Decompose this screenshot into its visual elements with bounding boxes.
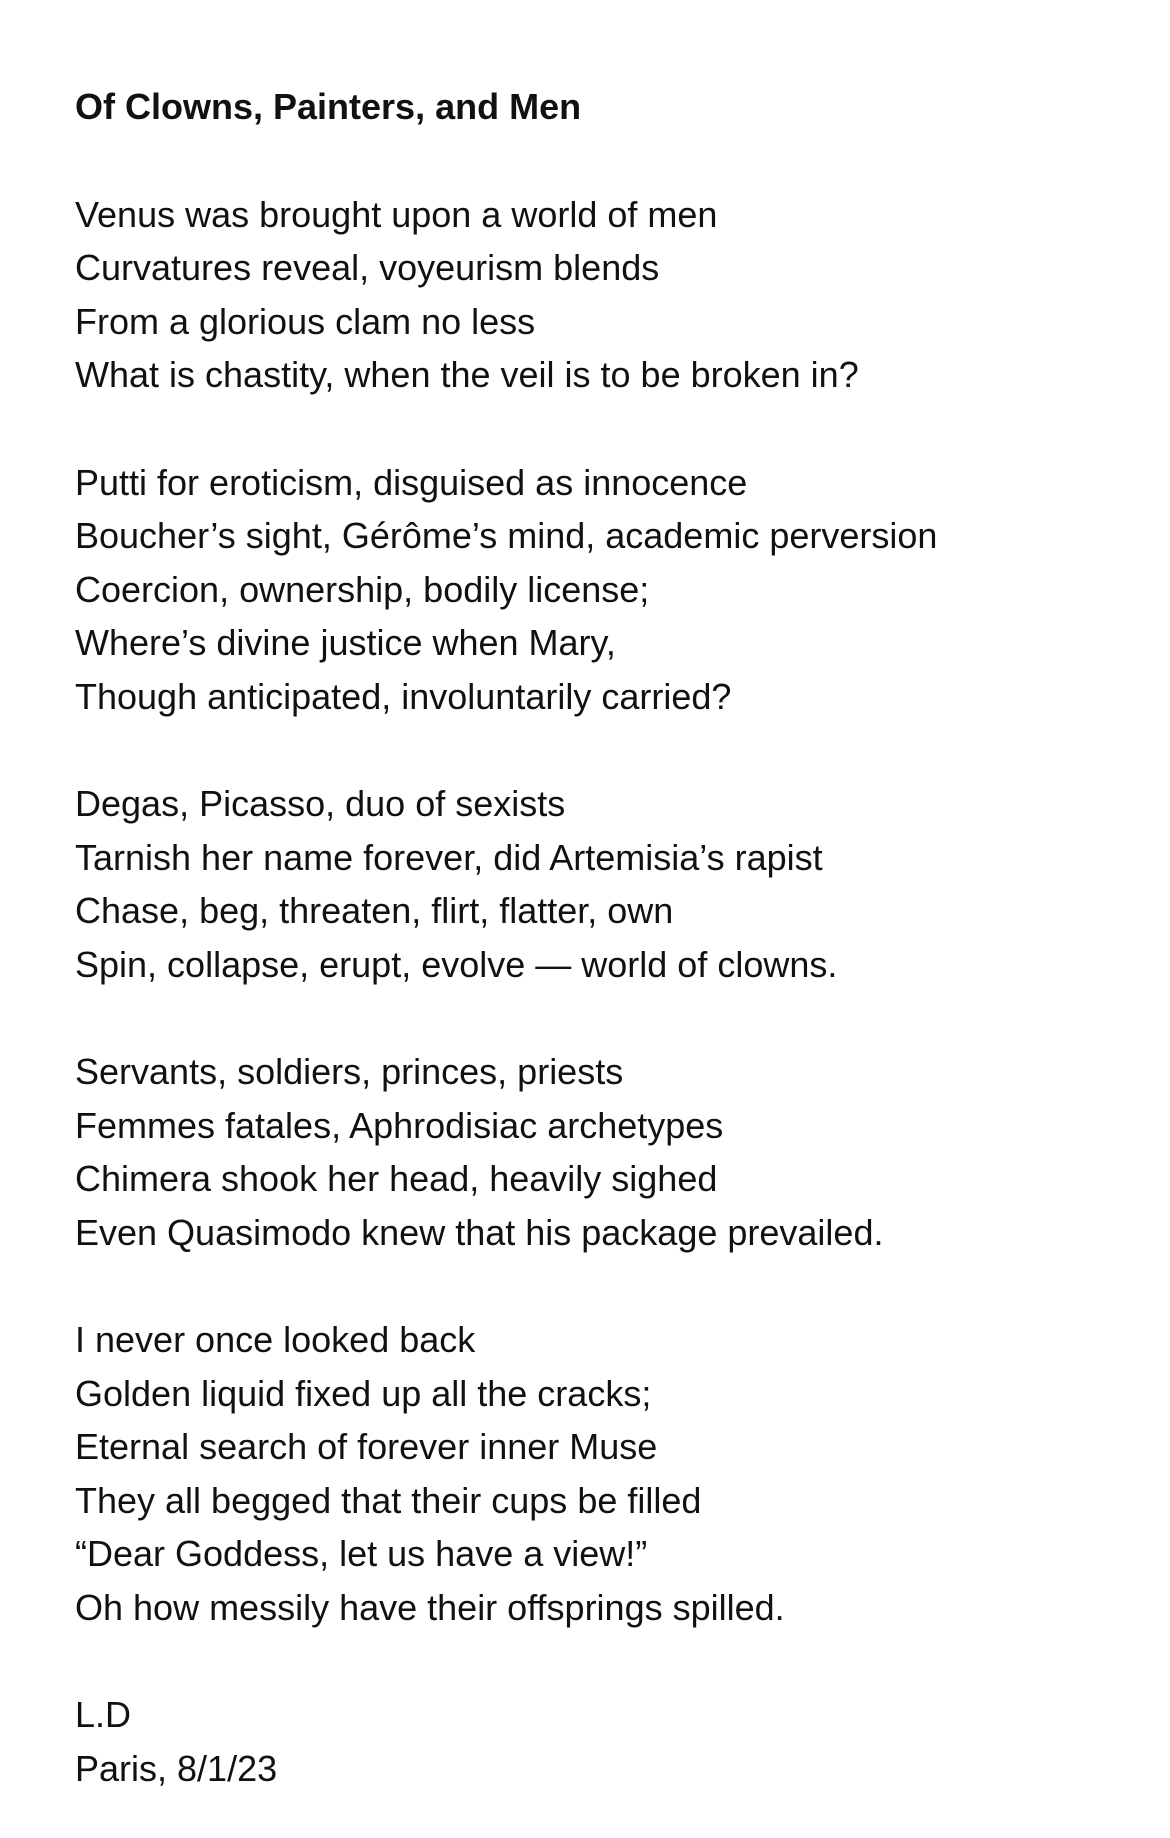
- poem-line: Degas, Picasso, duo of sexists: [75, 783, 566, 825]
- poem-line: They all begged that their cups be filled: [75, 1479, 702, 1521]
- stanza-gap: [75, 1259, 1135, 1313]
- poem-line: From a glorious clam no less: [75, 300, 536, 342]
- poem-line: Chimera shook her head, heavily sighed: [75, 1158, 718, 1200]
- poem-line: Putti for eroticism, disguised as innocence: [75, 461, 748, 503]
- poem-line: Venus was brought upon a world of men: [75, 193, 718, 235]
- stanza-gap: [75, 992, 1135, 1046]
- stanza-gap: [75, 1635, 1135, 1689]
- stanza-2: [75, 456, 1135, 724]
- stanza-3: [75, 777, 1135, 991]
- poem-line: Boucher’s sight, Gérôme’s mind, academic perversion: [75, 515, 938, 557]
- stanza-gap: [75, 402, 1135, 456]
- poem-line: Where’s divine justice when Mary,: [75, 622, 616, 664]
- poem-line: Coercion, ownership, bodily license;: [75, 568, 650, 610]
- poem-line: What is chastity, when the veil is to be broken in?: [75, 354, 859, 396]
- poem-line: Femmes fatales, Aphrodisiac archetypes: [75, 1104, 724, 1146]
- poem-line: Spin, collapse, erupt, evolve — world of clowns.: [75, 943, 838, 985]
- signature-block: [75, 1688, 1135, 1795]
- poem-line: Servants, soldiers, princes, priests: [75, 1051, 624, 1093]
- poem-line: Oh how messily have their offsprings spilled.: [75, 1587, 785, 1629]
- poem-line: Curvatures reveal, voyeurism blends: [75, 247, 660, 289]
- stanza-1: [75, 188, 1135, 402]
- poem-line: Eternal search of forever inner Muse: [75, 1426, 658, 1468]
- poem-title: Of Clowns, Painters, and Men: [75, 86, 582, 127]
- poem-line: I never once looked back: [75, 1319, 476, 1361]
- stanza-gap: [75, 724, 1135, 778]
- stanza-5: [75, 1313, 1135, 1635]
- stanza-4: [75, 1045, 1135, 1259]
- poem-line: Even Quasimodo knew that his package prevailed.: [75, 1211, 884, 1253]
- stanza-gap: [75, 134, 1135, 188]
- poem-line: Tarnish her name forever, did Artemisia’s rapist: [75, 836, 823, 878]
- signature-place-date: Paris, 8/1/23: [75, 1747, 278, 1789]
- poem-line: Though anticipated, involuntarily carried?: [75, 675, 732, 717]
- poem-line: Golden liquid fixed up all the cracks;: [75, 1372, 652, 1414]
- signature-author: L.D: [75, 1694, 132, 1736]
- poem-line: “Dear Goddess, let us have a view!”: [75, 1533, 648, 1575]
- poem-line: Chase, beg, threaten, flirt, flatter, own: [75, 890, 674, 932]
- poem-document: [75, 80, 1135, 1795]
